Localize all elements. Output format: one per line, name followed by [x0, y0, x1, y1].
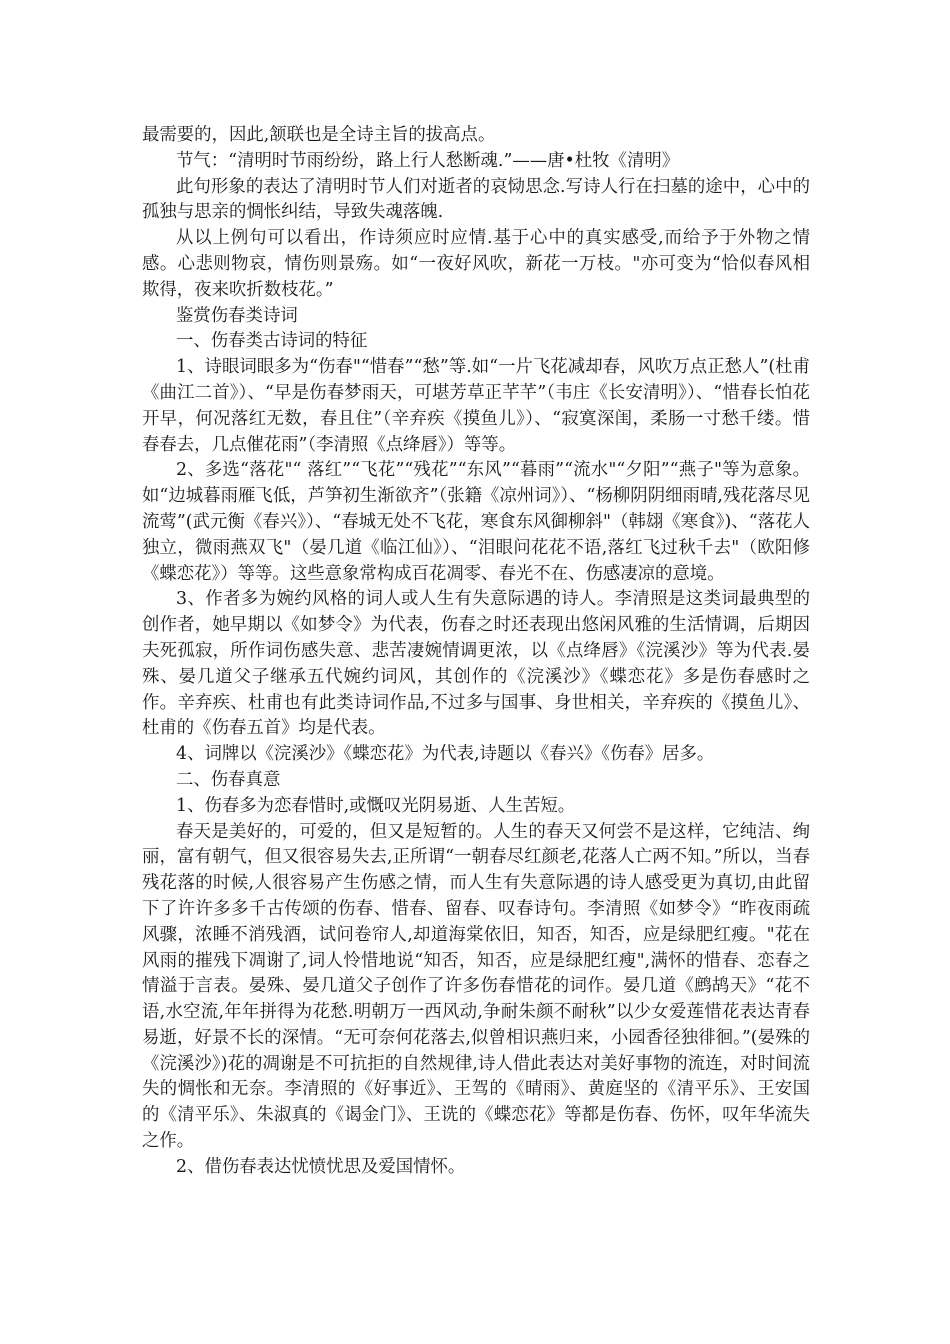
paragraph: 4、词牌以《浣溪沙》《蝶恋花》为代表,诗题以《春兴》《伤春》居多。: [176, 744, 715, 765]
paragraph: 1、诗眼词眼多为“伤春"“惜春”“愁”等.如“一片飞花减却春，风吹万点正愁人”(杜甫《曲江二首》）、“早是伤春梦雨天，可堪芳草正芊芊”（韦庄《长安清明》）、“惜春长怕花开早，何况落红无数，春且住”（辛弃疾《摸鱼儿》）、“寂寞深闺，柔肠一寸愁千缕。惜春春去，几点催花雨”（李清照《点绛唇》）等等。: [142, 357, 810, 455]
paragraph: 2、借伤春表达忧愤忧思及爱国情怀。: [176, 1156, 466, 1177]
paragraph: 2、多选“落花"“ 落红”“飞花”“残花”“东风”“暮雨”“流水"“夕阳”“燕子"等为意象。如“边城暮雨雁飞低，芦笋初生渐欲齐”（张籍《凉州词》）、“杨柳阴阴细雨晴,残花落尽见流莺”(武元衡《春兴》）、“春城无处不飞花，寒食东风御柳斜"（韩翃《寒食》)、“落花人独立，微雨燕双飞"（晏几道《临江仙》）、“泪眼问花花不语,落红飞过秋千去"（欧阳修《蝶恋花》）等等。这些意象常构成百花凋零、春光不在、伤感凄凉的意境。: [142, 460, 810, 584]
paragraph: 3、作者多为婉约风格的词人或人生有失意际遇的诗人。李清照是这类词最典型的创作者，她早期以《如梦令》为代表，伤春之时还表现出悠闲风雅的生活情调，后期因夫死孤寂，所作词伤感失意、悲苦凄婉情调更浓，以《点绛唇》《浣溪沙》等为代表.晏殊、晏几道父子继承五代婉约词风，其创作的《浣溪沙》《蝶恋花》多是伤春感时之作。辛弃疾、杜甫也有此类诗词作品,不过多与国事、身世相关，辛弃疾的《摸鱼儿》、杜甫的《伤春五首》均是代表。: [142, 589, 810, 739]
paragraph: 1、伤春多为恋春惜时,或慨叹光阴易逝、人生苦短。: [176, 795, 576, 816]
document-body: [142, 123, 810, 1181]
paragraph: 从以上例句可以看出，作诗须应时应情.基于心中的真实感受,而给予于外物之情感。心悲则物哀，情伤则景殇。如“一夜好风吹，新花一万枝。"亦可变为“恰似春风相欺得，夜来吹折数枝花。”: [142, 228, 810, 300]
section-heading: 二、伤春真意: [176, 769, 281, 790]
paragraph: 此句形象的表达了清明时节人们对逝者的哀恸思念.写诗人行在扫墓的途中，心中的孤独与思亲的惆怅纠结，导致失魂落魄.: [142, 176, 810, 223]
section-title: 鉴赏伤春类诗词: [176, 305, 298, 326]
paragraph: 节气：“清明时节雨纷纷，路上行人愁断魂.”——唐•杜牧《清明》: [176, 150, 680, 171]
paragraph: 最需要的，因此,颔联也是全诗主旨的拔高点。: [142, 125, 496, 145]
section-heading: 一、伤春类古诗词的特征: [176, 331, 368, 352]
paragraph: 春天是美好的，可爱的，但又是短暂的。人生的春天又何尝不是这样，它纯洁、绚丽，富有朝气，但又很容易失去,正所谓“一朝春尽红颜老,花落人亡两不知。”所以，当春残花落的时候,人很容易产生伤感之情，而人生有失意际遇的诗人感受更为真切,由此留下了许许多多千古传颂的伤春、惜春、留春、叹春诗句。李清照《如梦令》“昨夜雨疏风骤，浓睡不消残酒，试问卷帘人,却道海棠依旧，知否，知否，应是绿肥红瘦。"花在风雨的摧残下凋谢了,词人怜惜地说“知否，知否，应是绿肥红瘦",满怀的惜春、恋春之情溢于言表。晏殊、晏几道父子创作了许多伤春惜花的词作。晏几道《鹧鸪天》“花不语,水空流,年年拼得为花愁.明朝万一西风动,争耐朱颜不耐秋”以少女爱莲惜花表达青春易逝，好景不长的深情。“无可奈何花落去,似曾相识燕归来，小园香径独徘徊。”(晏殊的《浣溪沙》)花的凋谢是不可抗拒的自然规律,诗人借此表达对美好事物的流连，对时间流失的惆怅和无奈。李清照的《好事近》、王驾的《晴雨》、黄庭坚的《清平乐》、王安国的《清平乐》、朱淑真的《谒金门》、王诜的《蝶恋花》等都是伤春、伤怀，叹年华流失之作。: [142, 821, 810, 1152]
